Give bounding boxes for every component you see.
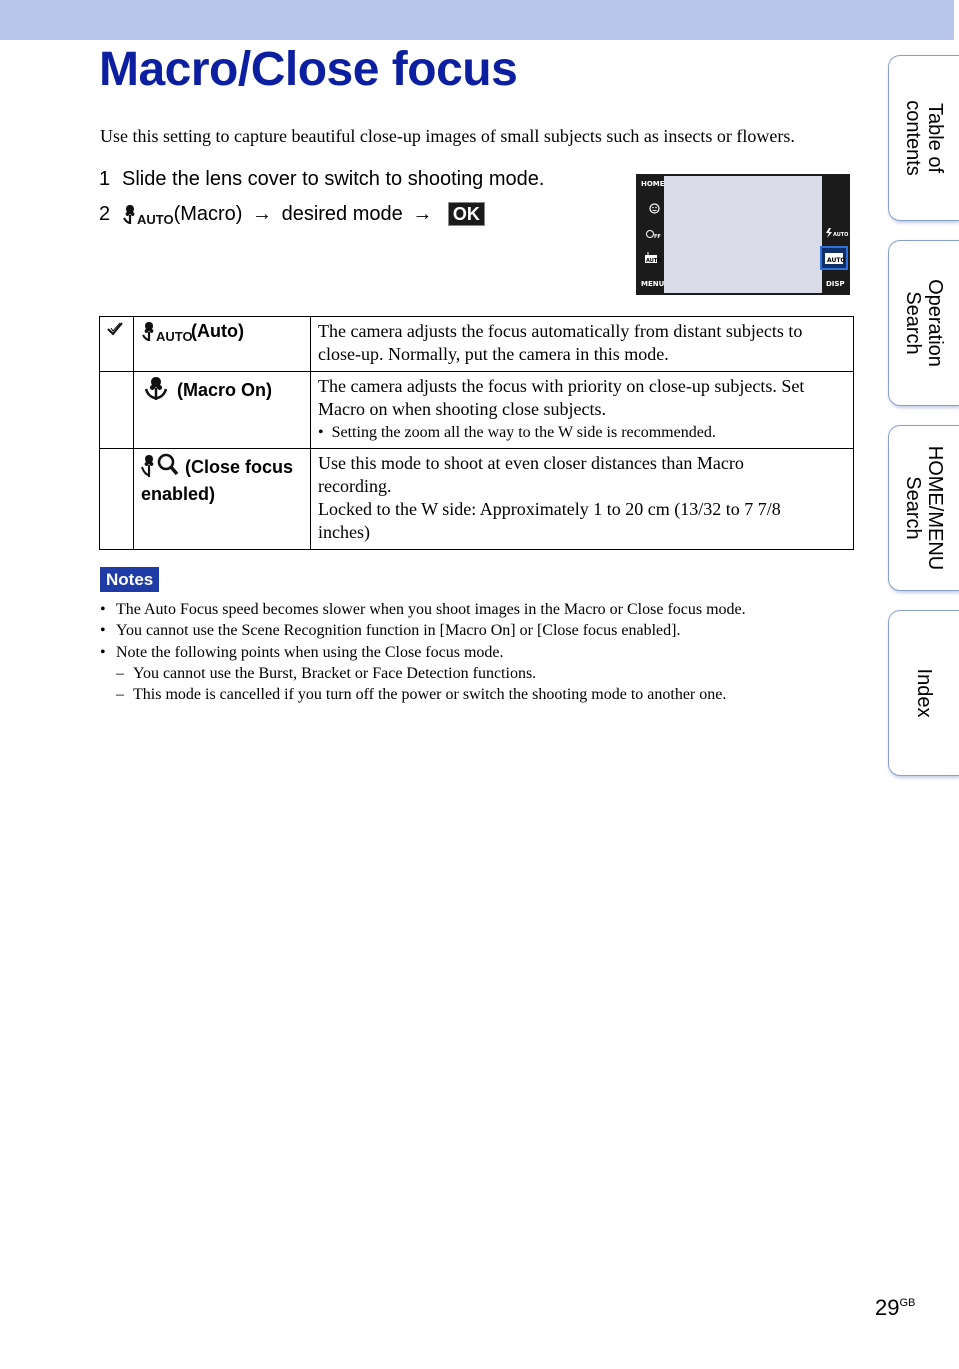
note-text: You cannot use the Burst, Bracket or Face Detection functions. [133,664,537,682]
tab-index[interactable] [888,610,959,776]
macro-label: (Macro) [173,203,243,225]
mode-description: The camera adjusts the focus automatically from distant subjects to close-up. Normally, put the camera in this mode. [318,321,803,364]
list-item [100,684,860,705]
camera-disp-label: DISP [826,280,845,288]
tab-table-of-contents[interactable] [888,55,959,221]
step-number: 1 [99,168,111,190]
mode-desc-cell [311,372,854,449]
mode-name-cell [134,449,311,550]
mode-table [99,316,854,550]
mode-description: The camera adjusts the focus with priority on close-up subjects. Set Macro on when shooting close subjects. [318,376,805,419]
page-number-value: 29 [875,1295,900,1320]
svg-text:AUTO: AUTO [827,257,846,264]
macro-auto-icon [644,252,662,267]
camera-screen-illustration [636,174,850,295]
table-row [100,317,854,372]
header-band [0,0,954,40]
notes-label: Notes [100,567,159,592]
svg-text:AUTO: AUTO [833,232,849,238]
tab-label: HOME/MENU Search [902,445,946,571]
arrow-icon: → [252,203,273,225]
mode-name-cell [134,372,311,449]
step-2 [99,201,485,232]
step-number: 2 [99,203,111,225]
note-text: The Auto Focus speed becomes slower when you shoot images in the Macro or Close focus mode. [116,601,746,618]
default-mark-cell [100,317,134,372]
svg-text:AUTO: AUTO [156,329,193,344]
tab-label: Table of contents [902,100,946,176]
note-text: Note the following points when using the Close focus mode. [116,643,504,661]
mode-desc-cell [311,317,854,372]
flash-auto-icon [825,228,847,241]
dash-mark: – [116,686,124,704]
svg-text:FF: FF [654,234,661,240]
notes-list [100,599,860,705]
tab-home-menu-search[interactable] [888,425,959,591]
table-row [100,449,854,550]
macro-auto-icon [122,203,174,232]
bullet-mark: • [100,643,106,661]
mode-name: (Macro On) [177,380,273,400]
mode-desc-cell [311,449,854,550]
default-mark-cell [100,372,134,449]
note-text: You cannot use the Scene Recognition function in [Macro On] or [Close focus enabled]. [116,622,681,640]
mode-note-text: Setting the zoom all the way to the W side is recommended. [331,424,716,441]
page-suffix: GB [899,1297,916,1309]
mode-description-range: Locked to the W side: Approximately 1 to 20 cm (13/32 to 7 7/8 inches) [318,499,781,542]
close-focus-icon [141,452,179,483]
list-item [100,663,860,684]
mode-note: • Setting the zoom all the way to the W side is recommended. [318,424,716,441]
bullet-mark: • [100,601,106,618]
mode-name-cell [134,317,311,372]
face-icon [649,203,660,217]
macro-on-icon [143,375,169,406]
flash-off-icon [646,229,662,242]
ok-button-icon: OK [448,202,485,226]
list-item [100,599,860,620]
check-icon [106,324,124,341]
camera-menu-label: MENU [641,280,665,288]
svg-text:AUTO: AUTO [646,258,662,264]
camera-home-label: HOME [641,180,665,188]
macro-auto-icon [141,320,193,347]
desired-mode-label: desired mode [281,203,403,225]
bullet-mark: • [100,622,106,640]
default-mark-cell [100,449,134,550]
page-title: Macro/Close focus [99,43,518,96]
tab-label: Index [913,668,935,718]
step-text: Slide the lens cover to switch to shooting mode. [122,168,545,190]
table-row [100,372,854,449]
mode-name: (Auto) [191,321,244,341]
arrow-icon: → [412,203,433,225]
tab-label: Operation Search [902,279,946,367]
macro-auto-selected-icon [820,246,848,270]
page-number [875,1290,915,1321]
list-item [100,620,860,641]
svg-text:AUTO: AUTO [137,212,174,227]
camera-viewfinder [664,176,822,293]
note-text: This mode is cancelled if you turn off the power or switch the shooting mode to another one. [133,686,727,704]
tab-operation-search[interactable] [888,240,959,406]
dash-mark: – [116,664,124,682]
step-1 [99,166,544,192]
intro-text: Use this setting to capture beautiful close-up images of small subjects such as insects or flowers. [100,126,795,146]
mode-description: Use this mode to shoot at even closer distances than Macro recording. [318,453,744,496]
list-item [100,642,860,663]
mode-name: (Close focus enabled) [141,457,294,504]
